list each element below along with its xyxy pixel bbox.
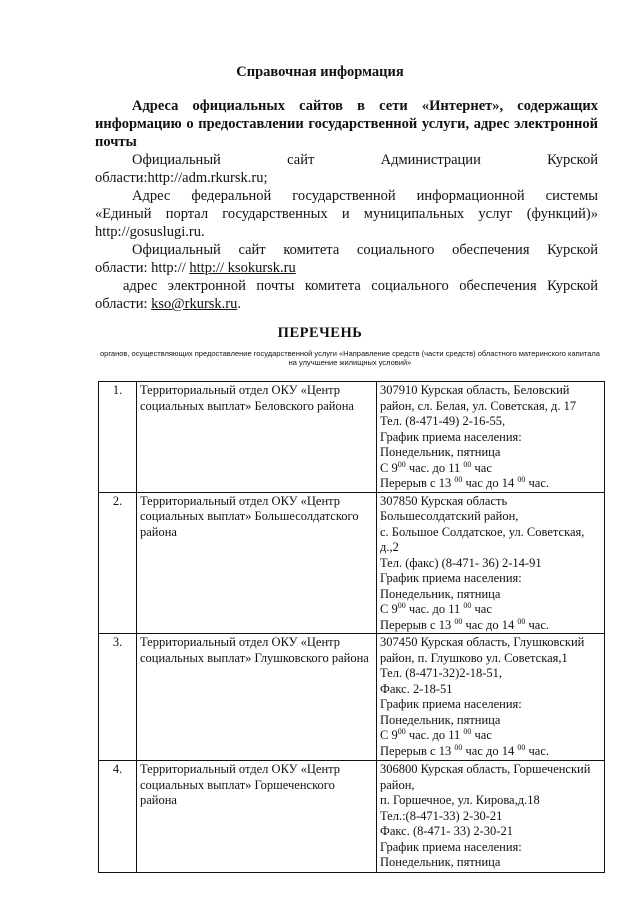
page-title: Справочная информация (236, 64, 404, 80)
address-line: 306800 Курская область, Горшеченский (380, 762, 591, 776)
admin-site-block (95, 151, 598, 187)
table-row (99, 382, 605, 493)
office-address (377, 382, 605, 493)
address-line: Понедельник, пятница (380, 855, 501, 869)
committee-site-line1: Официальный сайт комитета социального обеспечения Курской (132, 242, 598, 258)
committee-email-prefix: области: (95, 296, 152, 312)
address-line: п. Горшечное, ул. Кирова,д.18 (380, 793, 540, 807)
address-line: район, сл. Белая, ул. Советская, д. 17 (380, 398, 577, 413)
list-title: ПЕРЕЧЕНЬ (277, 325, 363, 341)
address-line: Понедельник, пятница (380, 445, 501, 459)
committee-site-link[interactable]: http:// ksokursk.ru (189, 260, 296, 276)
offices-table (98, 381, 605, 873)
address-line: Тел. (8-471-32)2-18-51, (380, 666, 503, 680)
gosuslugi-block (95, 187, 598, 241)
committee-email-block (95, 277, 598, 313)
address-line: район, п. Глушково ул. Советская,1 (380, 650, 568, 665)
office-name: Территориальный отдел ОКУ «Центр социальных выплат» Большесолдатского района (137, 492, 377, 634)
table-row (99, 492, 605, 634)
schedule-hours: С $9^{00}$ час. до 11 $^{00}$ час (380, 459, 492, 475)
table-row (99, 634, 605, 761)
address-line: д.,2 (380, 540, 399, 554)
office-address (377, 492, 605, 634)
address-line: Факс. 2-18-51 (380, 681, 453, 696)
schedule-break: Перерыв с 13 $^{00}$ час до 14 $^{00}$ час. (380, 742, 549, 758)
address-line: район, (380, 777, 415, 792)
committee-email-line1: адрес электронной почты комитета социального обеспечения Курской (123, 278, 598, 294)
office-name: Территориальный отдел ОКУ «Центр социальных выплат» Горшеченского района (137, 761, 377, 873)
office-name: Территориальный отдел ОКУ «Центр социальных выплат» Беловского района (137, 382, 377, 493)
address-line: 307450 Курская область, Глушковский (380, 635, 585, 649)
address-line: Факс. (8-471- 33) 2-30-21 (380, 824, 513, 838)
address-line: Большесолдатский район, (380, 509, 519, 523)
gosuslugi-line2: «Единый портал государственных и муниципальных услуг (функций)» (95, 206, 598, 222)
gosuslugi-line1: Адрес федеральной государственной информационной системы (132, 188, 598, 204)
office-address (377, 761, 605, 873)
row-number: 1. (99, 382, 137, 493)
committee-site-line2 (95, 259, 598, 277)
address-line: с. Большое Солдатское, ул. Советская, (380, 524, 585, 539)
address-line: График приема населения: (380, 571, 522, 585)
committee-site-prefix: области: http:// (95, 260, 190, 276)
committee-email-link[interactable]: kso@rkursk.ru (151, 296, 238, 312)
address-line: График приема населения: (380, 839, 522, 854)
committee-email-line2 (95, 295, 598, 313)
row-number: 4. (99, 761, 137, 873)
committee-email-suffix: . (237, 296, 241, 312)
gosuslugi-line3: http://gosuslugi.ru. (95, 224, 205, 240)
admin-site-line1: Официальный сайт Администрации Курской (132, 152, 598, 168)
row-number: 2. (99, 492, 137, 634)
table-row (99, 761, 605, 873)
committee-site-block (95, 241, 598, 277)
sites-heading: Адреса официальных сайтов в сети «Интернет», содержащих информацию о предоставлении государственной услуги, адрес электронной почты (95, 98, 598, 150)
list-subtitle: органов, осуществляющих предоставление государственной услуги «Направление средств (части средств) областного материнского капитала на улучшение жилищных условий» (100, 349, 600, 367)
address-line: 307910 Курская область, Беловский (380, 383, 570, 397)
row-number: 3. (99, 634, 137, 761)
schedule-break: Перерыв с 13 $^{00}$ час до 14 $^{00}$ час. (380, 616, 549, 632)
admin-site-line2: области:http://adm.rkursk.ru; (95, 170, 268, 186)
address-line: Понедельник, пятница (380, 586, 501, 601)
address-line: Понедельник, пятница (380, 712, 501, 727)
schedule-hours: С $9^{00}$ час. до 11 $^{00}$ час (380, 600, 492, 616)
schedule-hours: С $9^{00}$ час. до 11 $^{00}$ час (380, 726, 492, 742)
address-line: Тел.:(8-471-33) 2-30-21 (380, 808, 503, 823)
address-line: График приема населения: (380, 429, 522, 444)
address-line: 307850 Курская область (380, 493, 508, 508)
office-address (377, 634, 605, 761)
address-line: Тел. (8-471-49) 2-16-55, (380, 414, 506, 428)
office-name: Территориальный отдел ОКУ «Центр социальных выплат» Глушковского района (137, 634, 377, 761)
address-line: Тел. (факс) (8-471- 36) 2-14-91 (380, 555, 542, 570)
schedule-break: Перерыв с 13 $^{00}$ час до 14 $^{00}$ час. (380, 474, 549, 490)
address-line: График приема населения: (380, 697, 522, 711)
